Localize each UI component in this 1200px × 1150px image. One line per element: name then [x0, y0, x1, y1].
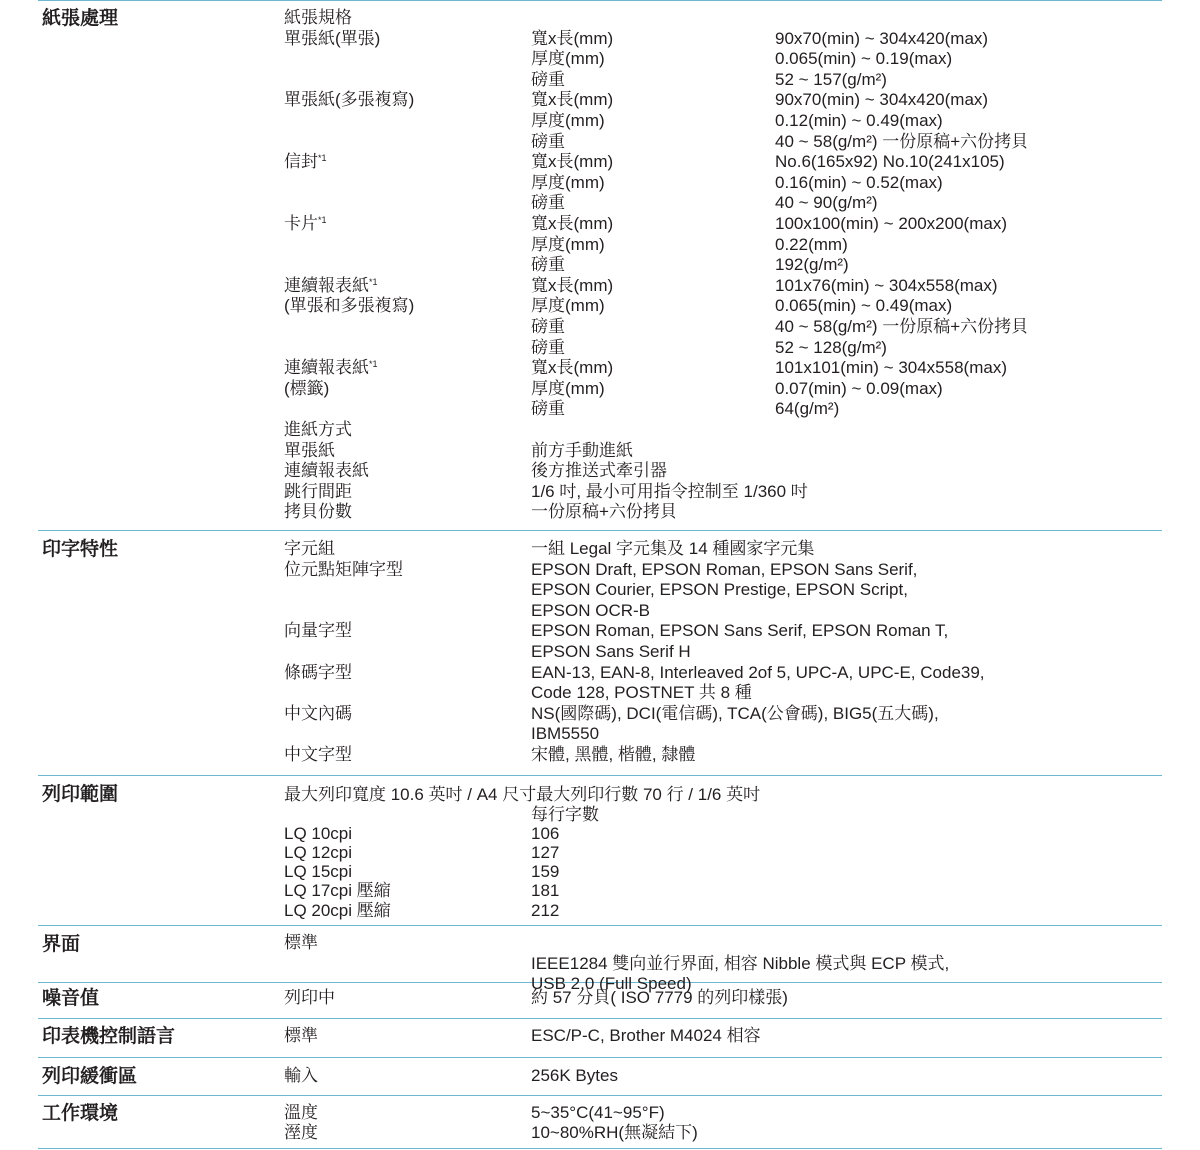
spec-value — [775, 317, 1028, 338]
spec-item — [531, 1123, 698, 1144]
spec-item — [531, 152, 613, 173]
spec-text: 跳行間距 — [284, 481, 352, 501]
spec-text: 0.22(mm) — [775, 234, 848, 254]
spec-value — [775, 235, 848, 256]
spec-text: EPSON Courier, EPSON Prestige, EPSON Script, — [531, 580, 908, 600]
spec-label — [284, 441, 335, 462]
spec-text: 單張紙(單張) — [284, 28, 381, 48]
spec-text: 厚度(mm) — [531, 378, 605, 398]
spec-label — [284, 539, 335, 560]
spec-text: 寬x長(mm) — [531, 275, 614, 295]
spec-text: EPSON Draft, EPSON Roman, EPSON Sans Serif, — [531, 559, 918, 579]
spec-item — [531, 90, 613, 111]
spec-item — [531, 560, 917, 581]
section-divider — [38, 1148, 1162, 1149]
section-divider — [38, 1018, 1162, 1019]
spec-label — [284, 1066, 318, 1087]
spec-item — [531, 663, 985, 684]
spec-text: 磅重 — [531, 69, 565, 89]
spec-value — [775, 111, 943, 132]
spec-text: 宋體, 黑體, 楷體, 隸體 — [531, 745, 696, 764]
spec-label — [284, 420, 352, 441]
spec-text: 字元組 — [284, 539, 335, 558]
spec-label — [284, 560, 403, 581]
spec-item — [531, 862, 559, 883]
spec-text: 後方推送式牽引器 — [531, 461, 667, 481]
spec-text: 厚度(mm) — [531, 49, 605, 69]
spec-text: LQ 20cpi 壓縮 — [284, 900, 391, 920]
spec-text: 90x70(min) ~ 304x420(max) — [775, 28, 989, 48]
spec-label — [284, 379, 329, 400]
spec-text: USB 2.0 (Full Speed) — [531, 973, 692, 993]
spec-value — [775, 70, 887, 91]
section-title: 工作環境 — [42, 1103, 119, 1124]
spec-text: 0.16(min) ~ 0.52(max) — [775, 172, 943, 192]
spec-label — [284, 152, 327, 173]
spec-item — [531, 235, 605, 256]
spec-text: 0.07(min) ~ 0.09(max) — [775, 378, 943, 398]
spec-text: IEEE1284 雙向並行界面, 相容 Nibble 模式與 ECP 模式, — [531, 953, 950, 973]
spec-label — [284, 1123, 318, 1144]
section-title: 噪音值 — [42, 988, 100, 1009]
spec-text: 0.065(min) ~ 0.49(max) — [775, 296, 953, 316]
spec-item — [531, 642, 691, 663]
spec-text: EPSON Roman, EPSON Sans Serif, EPSON Roman T, — [531, 621, 949, 641]
section-divider — [38, 0, 1162, 1]
spec-label — [284, 276, 378, 297]
spec-label — [284, 663, 352, 684]
spec-label — [284, 90, 414, 111]
spec-text: 厚度(mm) — [531, 296, 605, 316]
spec-label — [284, 502, 352, 523]
spec-item — [531, 338, 565, 359]
spec-text: 181 — [531, 881, 560, 901]
spec-item — [531, 1103, 665, 1124]
spec-text: LQ 15cpi — [284, 862, 353, 882]
spec-value — [775, 90, 988, 111]
footnote-marker: *1 — [318, 153, 327, 164]
spec-item — [531, 461, 667, 482]
spec-text: 溼度 — [284, 1123, 318, 1143]
spec-item — [531, 255, 565, 276]
spec-text: 5~35°C(41~95°F) — [531, 1103, 665, 1122]
section-title: 列印緩衝區 — [42, 1066, 138, 1087]
spec-item — [531, 1026, 761, 1047]
spec-text: LQ 10cpi — [284, 824, 353, 844]
spec-text: 信封 — [284, 152, 318, 172]
spec-text: IBM5550 — [531, 724, 600, 744]
spec-item — [531, 843, 559, 864]
spec-label — [284, 824, 352, 845]
spec-value — [775, 132, 1028, 153]
spec-item — [531, 704, 939, 725]
spec-text: 寬x長(mm) — [531, 214, 614, 233]
spec-text: ESC/P-C, Brother M4024 相容 — [531, 1026, 761, 1045]
spec-label — [284, 1103, 318, 1124]
section-title: 列印範圍 — [42, 784, 119, 805]
spec-value — [775, 152, 1005, 173]
spec-item — [531, 358, 613, 379]
spec-value — [775, 255, 849, 276]
spec-item — [531, 296, 605, 317]
section-divider — [38, 1095, 1162, 1096]
section-title: 印表機控制語言 — [42, 1026, 176, 1047]
spec-text: 連續報表紙 — [284, 358, 369, 378]
spec-value — [775, 296, 952, 317]
spec-text: 單張紙(多張複寫) — [284, 90, 415, 110]
spec-label — [284, 862, 352, 883]
spec-label — [284, 8, 352, 29]
spec-text: 紙張規格 — [284, 8, 352, 27]
spec-text: 10~80%RH(無凝結下) — [531, 1123, 698, 1143]
spec-item — [531, 539, 814, 560]
spec-label — [284, 704, 352, 725]
section-title: 界面 — [42, 934, 81, 955]
spec-text: 40 ~ 90(g/m²) — [775, 193, 878, 213]
spec-item — [531, 111, 605, 132]
spec-item — [531, 683, 752, 704]
spec-text: LQ 12cpi — [284, 843, 353, 863]
spec-text: 條碼字型 — [284, 662, 352, 682]
spec-item — [531, 317, 565, 338]
section-divider — [38, 925, 1162, 926]
spec-label — [284, 296, 414, 317]
spec-item — [531, 901, 559, 922]
spec-label — [284, 461, 369, 482]
spec-item — [531, 502, 677, 523]
spec-label — [284, 482, 352, 503]
section-heading: 最大列印寬度 10.6 英吋 / A4 尺寸最大列印行數 70 行 / 1/6 英吋 — [284, 785, 761, 804]
spec-text: 0.12(min) ~ 0.49(max) — [775, 111, 943, 130]
spec-text: 標準 — [284, 933, 318, 952]
spec-item — [531, 1066, 618, 1087]
spec-text: 磅重 — [531, 131, 565, 151]
spec-label — [284, 358, 378, 379]
spec-text: 拷貝份數 — [284, 502, 352, 522]
spec-text: LQ 17cpi 壓縮 — [284, 881, 391, 901]
spec-item — [531, 29, 613, 50]
spec-text: 磅重 — [531, 317, 565, 336]
spec-text: 一份原稿+六份拷貝 — [531, 502, 677, 522]
spec-item — [531, 580, 908, 601]
spec-item — [531, 214, 613, 235]
spec-text: 進紙方式 — [284, 420, 352, 439]
spec-text: 厚度(mm) — [531, 234, 605, 254]
spec-text: 64(g/m²) — [775, 399, 840, 419]
spec-item — [531, 193, 565, 214]
spec-value — [775, 338, 887, 359]
section-divider — [38, 775, 1162, 776]
spec-text: 中文字型 — [284, 745, 352, 764]
footnote-marker: *1 — [369, 359, 378, 370]
spec-item — [531, 745, 695, 766]
spec-text: 前方手動進紙 — [531, 440, 633, 460]
spec-text: 每行字數 — [531, 805, 599, 824]
spec-text: 106 — [531, 824, 560, 844]
spec-text: 中文內碼 — [284, 703, 352, 723]
spec-text: (單張和多張複寫) — [284, 296, 415, 316]
spec-text: 連續報表紙 — [284, 461, 369, 481]
spec-label — [284, 1026, 318, 1047]
footnote-marker: *1 — [318, 215, 327, 225]
spec-text: 位元點矩陣字型 — [284, 559, 403, 579]
spec-label — [284, 843, 352, 864]
spec-item — [531, 988, 788, 1009]
spec-text: EPSON OCR-B — [531, 600, 651, 620]
spec-value — [775, 173, 943, 194]
spec-text: 磅重 — [531, 337, 565, 357]
spec-label — [284, 988, 335, 1009]
spec-text: 212 — [531, 900, 560, 920]
spec-text: 256K Bytes — [531, 1066, 618, 1085]
spec-text: 厚度(mm) — [531, 172, 605, 192]
spec-text: 約 57 分貝( ISO 7779 的列印樣張) — [531, 988, 788, 1007]
section-divider — [38, 530, 1162, 531]
spec-text: 磅重 — [531, 255, 565, 275]
spec-text: 連續報表紙 — [284, 275, 369, 295]
spec-text: EAN-13, EAN-8, Interleaved 2of 5, UPC-A, UPC-E, Code39, — [531, 662, 985, 682]
spec-value — [775, 214, 1007, 235]
spec-text: 127 — [531, 843, 560, 863]
spec-value — [775, 193, 878, 214]
spec-item — [531, 724, 599, 745]
spec-text: 101x101(min) ~ 304x558(max) — [775, 358, 1007, 378]
spec-item — [531, 276, 613, 297]
spec-text: 90x70(min) ~ 304x420(max) — [775, 90, 989, 110]
spec-text: 159 — [531, 862, 560, 882]
spec-item — [531, 954, 949, 975]
spec-text: 磅重 — [531, 193, 565, 213]
spec-text: 列印中 — [284, 988, 335, 1007]
spec-text: 寬x長(mm) — [531, 28, 614, 48]
spec-item — [531, 173, 605, 194]
spec-item — [531, 49, 605, 70]
spec-label — [284, 29, 380, 50]
section-title: 印字特性 — [42, 539, 119, 560]
spec-text: 單張紙 — [284, 440, 335, 460]
spec-item — [531, 824, 559, 845]
spec-item — [531, 805, 599, 826]
spec-text: 1/6 吋, 最小可用指令控制至 1/360 吋 — [531, 481, 808, 501]
spec-item — [531, 379, 605, 400]
spec-text: 52 ~ 128(g/m²) — [775, 337, 887, 357]
spec-label — [284, 901, 391, 922]
spec-text: 一組 Legal 字元集及 14 種國家字元集 — [531, 539, 815, 558]
footnote-marker: *1 — [369, 276, 378, 287]
spec-text: 厚度(mm) — [531, 111, 605, 130]
spec-label — [284, 933, 318, 954]
section-title: 紙張處理 — [42, 8, 119, 29]
spec-value — [775, 29, 988, 50]
spec-text: 40 ~ 58(g/m²) 一份原稿+六份拷貝 — [775, 131, 1029, 151]
spec-value — [775, 49, 952, 70]
spec-label — [284, 745, 352, 766]
spec-text: 向量字型 — [284, 621, 352, 641]
spec-text: 卡片 — [284, 214, 318, 233]
spec-item — [531, 70, 565, 91]
spec-label — [284, 214, 327, 235]
spec-text: Code 128, POSTNET 共 8 種 — [531, 683, 752, 703]
spec-text: 52 ~ 157(g/m²) — [775, 69, 887, 89]
spec-label — [284, 881, 391, 902]
spec-value — [775, 276, 998, 297]
spec-item — [531, 482, 808, 503]
spec-text: 標準 — [284, 1026, 318, 1045]
spec-text: 40 ~ 58(g/m²) 一份原稿+六份拷貝 — [775, 317, 1029, 336]
spec-text: (標籤) — [284, 378, 330, 398]
spec-text: 100x100(min) ~ 200x200(max) — [775, 214, 1007, 233]
spec-value — [775, 358, 1007, 379]
spec-item — [531, 881, 559, 902]
spec-value — [775, 379, 943, 400]
spec-text: 磅重 — [531, 399, 565, 419]
spec-text: NS(國際碼), DCI(電信碼), TCA(公會碼), BIG5(五大碼), — [531, 703, 939, 723]
spec-text: 寬x長(mm) — [531, 90, 614, 110]
spec-text: 寬x長(mm) — [531, 152, 614, 172]
spec-text: 寬x長(mm) — [531, 358, 614, 378]
section-divider — [38, 1057, 1162, 1058]
spec-label — [284, 621, 352, 642]
spec-text: 101x76(min) ~ 304x558(max) — [775, 275, 998, 295]
spec-item — [531, 399, 565, 420]
spec-item — [531, 621, 948, 642]
spec-item — [531, 601, 650, 622]
spec-text: 192(g/m²) — [775, 255, 849, 275]
spec-text: 輸入 — [284, 1066, 318, 1085]
spec-text: 0.065(min) ~ 0.19(max) — [775, 49, 953, 69]
spec-text: No.6(165x92) No.10(241x105) — [775, 152, 1005, 172]
spec-item — [531, 132, 565, 153]
spec-text: EPSON Sans Serif H — [531, 642, 691, 661]
spec-value — [775, 399, 839, 420]
spec-text: 溫度 — [284, 1103, 318, 1122]
spec-item — [531, 441, 633, 462]
